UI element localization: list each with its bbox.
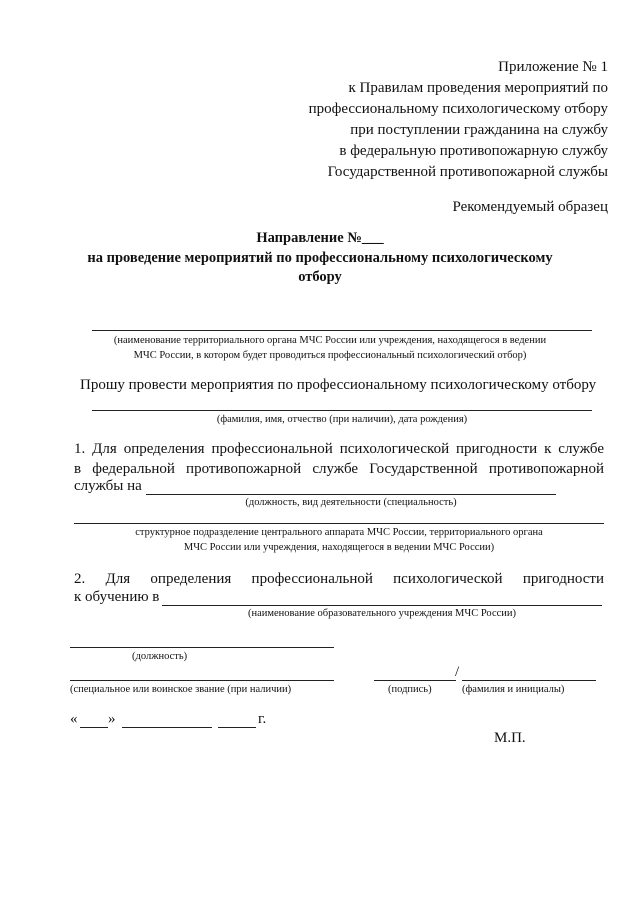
stamp-place-label: М.П. (494, 730, 526, 746)
person-blank-line[interactable] (92, 410, 592, 411)
appendix-ref-line: к Правилам проведения мероприятий по (348, 80, 608, 96)
date-day-line[interactable] (80, 727, 108, 728)
person-caption: (фамилия, имя, отчество (при наличии), дата рождения) (216, 414, 468, 425)
date-year-suffix: г. (258, 711, 267, 727)
appendix-ref-line: в федеральную противопожарную службу (339, 143, 608, 159)
unit-caption: структурное подразделение центрального аппарата МЧС России, территориального органа (135, 527, 543, 538)
date-quote-close: » (108, 711, 116, 727)
rank-line[interactable] (70, 680, 334, 681)
unit-blank-line[interactable] (74, 523, 604, 524)
name-caption: (фамилия и инициалы) (462, 684, 565, 695)
name-line[interactable] (462, 680, 596, 681)
appendix-ref-line: профессиональному психологическому отбору (308, 101, 608, 117)
organ-blank-line[interactable] (92, 330, 592, 331)
official-position-line[interactable] (70, 647, 334, 648)
item2-line: к обучению в (74, 589, 160, 605)
organ-caption: МЧС России, в котором будет проводиться профессиональный психологический отбор) (133, 350, 527, 361)
recommended-sample-label: Рекомендуемый образец (452, 199, 608, 215)
official-position-caption: (должность) (132, 651, 188, 662)
document-subtitle-end: отбору (298, 269, 342, 285)
school-caption: (наименование образовательного учреждения МЧС России) (247, 608, 516, 619)
appendix-ref-line: при поступлении гражданина на службу (350, 122, 608, 138)
signature-line[interactable] (374, 680, 456, 681)
signature-caption: (подпись) (388, 684, 432, 695)
date-quote-open: « (70, 711, 78, 727)
position-caption: (должность, вид деятельности (специальность) (245, 497, 457, 508)
date-year-line[interactable] (218, 727, 256, 728)
document-title: Направление №___ (256, 230, 384, 246)
document-subtitle: на проведение мероприятий по профессиональному психологическому (87, 250, 553, 266)
appendix-number: Приложение № 1 (498, 59, 608, 75)
item1-line: службы на (74, 478, 142, 494)
item1-line: в федеральной противопожарной службе Государственной противопожарной (74, 461, 604, 477)
unit-caption: МЧС России или учреждения, находящегося в ведении МЧС России) (183, 542, 495, 553)
rank-caption: (специальное или воинское звание (при наличии) (70, 684, 292, 695)
item2-line: 2. Для определения профессиональной психологической пригодности (74, 571, 604, 587)
appendix-ref-line: Государственной противопожарной службы (327, 164, 608, 180)
organ-caption: (наименование территориального органа МЧС России или учреждения, находящегося в ведении (113, 335, 547, 346)
signature-slash: / (455, 664, 460, 680)
request-text: Прошу провести мероприятия по профессиональному психологическому отбору (80, 377, 597, 393)
date-month-line[interactable] (122, 727, 212, 728)
item1-line: 1. Для определения профессиональной психологической пригодности к службе (74, 441, 604, 457)
